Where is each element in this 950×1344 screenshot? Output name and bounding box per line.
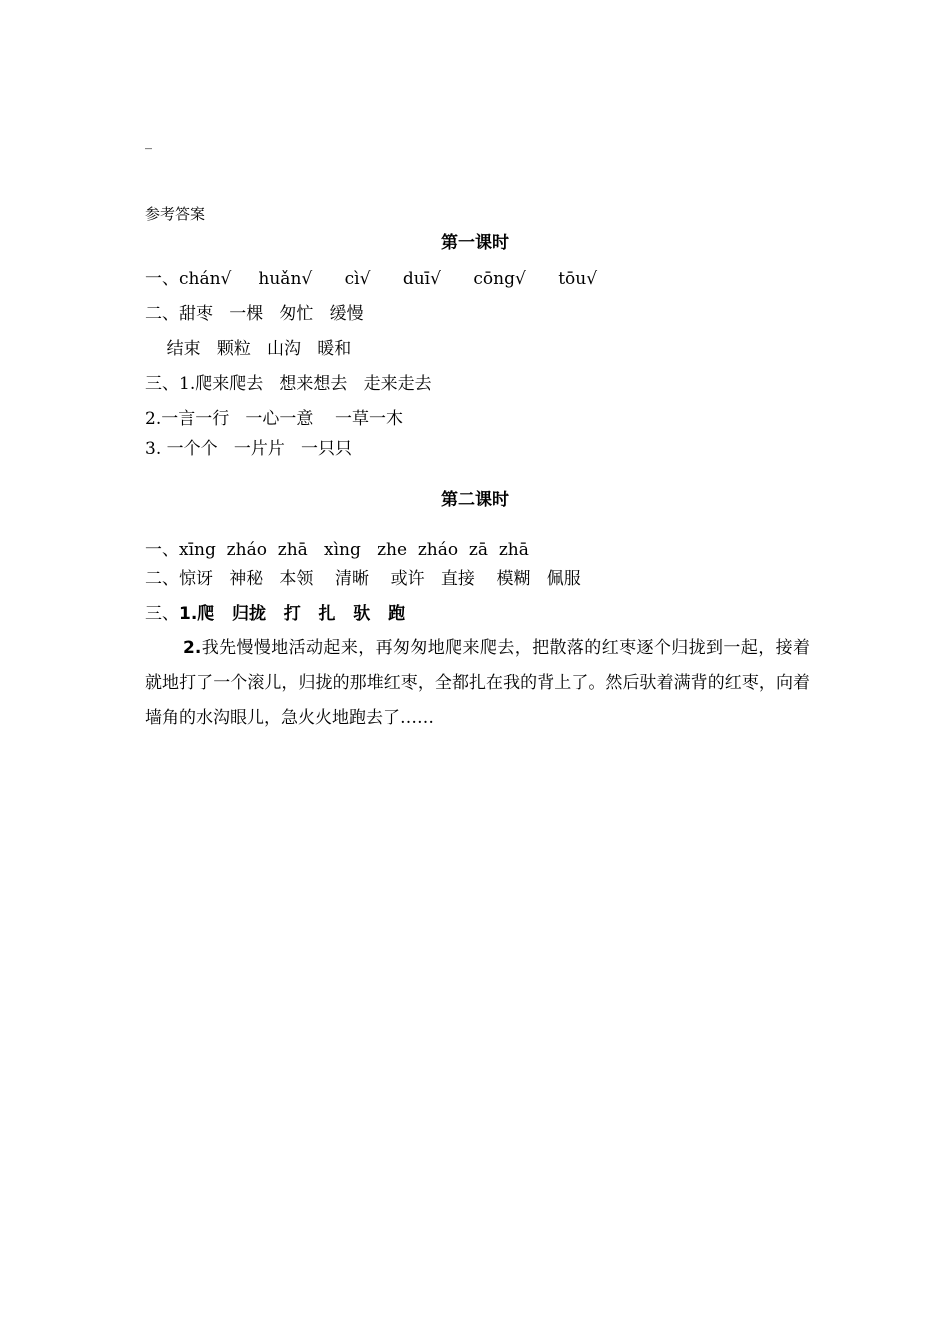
answer-title: 参考答案 [145, 205, 206, 223]
lesson2-q3-paragraph [145, 631, 810, 736]
lesson1-heading: 第一课时 [441, 233, 509, 253]
lesson2-q2: 二、惊讶 神秘 本领 清晰 或许 直接 模糊 佩服 [145, 569, 581, 589]
lesson2-q1: 一、xīng zháo zhā xìng zhe zháo zā zhā [145, 540, 529, 560]
lesson2-q3-para-num: 2. [183, 638, 202, 658]
lesson2-heading: 第二课时 [441, 490, 509, 510]
top-mark: _ [145, 134, 152, 150]
lesson2-q3-para-text: 我先慢慢地活动起来，再匆匆地爬来爬去，把散落的红枣逐个归拢到一起，接着就地打了一个滚儿，归拢的那堆红枣，全都扎在我的背上了。然后驮着满背的红枣，向着墙角的水沟眼儿，急火火地跑去了…… [145, 638, 810, 728]
lesson1-q3-row3: 3. 一个个 一片片 一只只 [145, 439, 353, 459]
lesson2-q3-row1-line [145, 602, 405, 626]
lesson1-q1: 一、chán√ huǎn√ cì√ duī√ cōng√ tōu√ [145, 269, 598, 289]
lesson1-q2-row1: 二、甜枣 一棵 匆忙 缓慢 [145, 304, 364, 324]
lesson1-q2-row2: 结束 颗粒 山沟 暖和 [145, 339, 352, 359]
lesson1-q3-row1: 三、1.爬来爬去 想来想去 走来走去 [145, 374, 432, 394]
lesson1-q3-row2: 2.一言一行 一心一意 一草一木 [145, 409, 404, 429]
lesson2-q3-prefix: 三、 [145, 604, 179, 624]
lesson2-q3-row1: 1.爬 归拢 打 扎 驮 跑 [179, 604, 406, 624]
